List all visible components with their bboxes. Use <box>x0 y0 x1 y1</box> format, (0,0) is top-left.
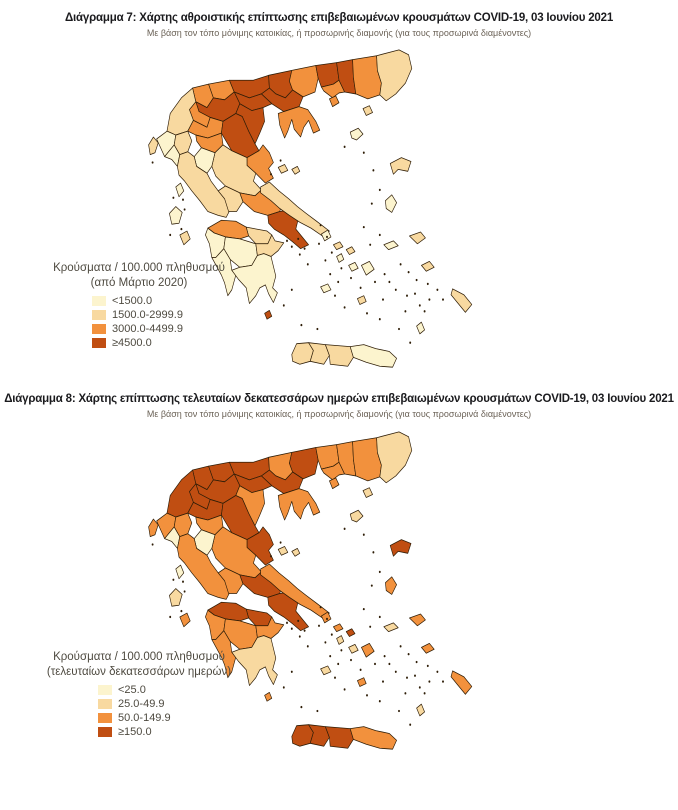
islet-dot <box>152 543 154 545</box>
islet-dot <box>379 700 381 702</box>
islet-dot <box>169 234 171 236</box>
region-lefkada <box>176 183 184 197</box>
legend-item <box>34 294 244 308</box>
islet-dot <box>442 680 444 682</box>
islet-dot <box>427 283 429 285</box>
islet-dot <box>400 645 402 647</box>
islet-dot <box>297 238 299 240</box>
islet-dot <box>427 665 429 667</box>
region-naxos <box>361 261 374 275</box>
islet-dot <box>320 224 322 226</box>
islet-dot <box>337 663 339 665</box>
legend-swatch-class2 <box>92 310 106 320</box>
islet-dot <box>304 248 306 250</box>
islet-dot <box>363 534 365 536</box>
islet-dot <box>398 328 400 330</box>
region-alonnisos <box>292 166 300 174</box>
islet-dot <box>409 342 411 344</box>
legend-label-class4: ≥150.0 <box>118 726 152 739</box>
islet-dot <box>414 675 416 677</box>
region-lefkada <box>176 565 184 579</box>
region-tinos <box>333 242 343 250</box>
diagram7-subtitle: Με βάση τον τόπο μόνιμης κατοικίας, ή προσωρινής διαμονής (για τους προσωρινά διαμένοντες) <box>146 28 532 38</box>
islet-dot <box>344 688 346 690</box>
legend-title-line2: (τελευταίων δεκατεσσάρων ημερών) <box>46 665 232 678</box>
region-rhodes <box>451 671 472 695</box>
islet-dot <box>169 616 171 618</box>
region-zakynthos <box>180 613 190 627</box>
islet-dot <box>291 671 293 673</box>
legend-item <box>28 711 250 725</box>
islet-dot <box>400 263 402 265</box>
islet-dot <box>371 584 373 586</box>
legend-label-class3: 50.0-149.9 <box>118 712 171 725</box>
region-evros <box>377 432 412 483</box>
islet-dot <box>172 197 174 199</box>
islet-dot <box>436 289 438 291</box>
islet-dot <box>318 243 320 245</box>
islet-dot <box>326 236 328 238</box>
islet-dot <box>408 653 410 655</box>
region-paros <box>349 262 359 271</box>
islet-dot <box>414 293 416 295</box>
region-syros <box>337 254 344 263</box>
legend-label-class3: 3000.0-4499.9 <box>112 323 183 336</box>
region-corinthia <box>246 609 272 626</box>
islet-dot <box>369 244 371 246</box>
region-chios <box>385 577 396 595</box>
region-zakynthos <box>180 231 190 245</box>
region-alonnisos <box>292 548 300 556</box>
region-corinthia <box>246 227 272 244</box>
islet-dot <box>334 677 336 679</box>
region-chalkidiki <box>278 489 320 520</box>
legend-label-class1: <25.0 <box>118 684 146 697</box>
islet-dot <box>428 680 430 682</box>
region-milos <box>321 284 331 293</box>
islet-dot <box>172 579 174 581</box>
legend-items <box>34 294 244 350</box>
legend-cumulative <box>34 261 244 350</box>
region-heraklion <box>325 345 353 367</box>
islet-dot <box>331 251 333 253</box>
islet-dot <box>291 246 293 248</box>
legend-14day <box>28 650 250 739</box>
islet-dot <box>299 635 301 637</box>
islet-dot <box>360 669 362 671</box>
islet-dot <box>316 328 318 330</box>
legend-swatch-class4 <box>98 727 112 737</box>
legend-swatch-class2 <box>98 699 112 709</box>
legend-item <box>34 336 244 350</box>
diagram8-title: Διάγραμμα 8: Χάρτης επίπτωσης τελευταίων δεκατεσσάρων ημερών επιβεβαιωμένων κρουσμάτων COVID-19, 03 Ιουνίου 2021 <box>4 393 674 405</box>
islet-dot <box>184 590 186 592</box>
legend-swatch-class1 <box>98 685 112 695</box>
region-kos <box>421 643 434 653</box>
region-mykonos <box>346 629 355 637</box>
region-santorini <box>357 296 366 305</box>
diagram8-subtitle: Με βάση τον τόπο μόνιμης κατοικίας, ή προσωρινής διαμονής (για τους προσωρινά διαμένοντες) <box>146 409 532 419</box>
islet-dot <box>283 304 285 306</box>
islet-dot <box>300 324 302 326</box>
islet-dot <box>374 281 376 283</box>
region-rhodes <box>451 289 472 313</box>
islet-dot <box>372 169 374 171</box>
islet-dot <box>382 298 384 300</box>
islet-dot <box>320 606 322 608</box>
region-karpathos <box>417 322 425 334</box>
islet-dot <box>379 234 381 236</box>
islet-dot <box>350 277 352 279</box>
diagram7-title: Διάγραμμα 7: Χάρτης αθροιστικής επίπτωσης επιβεβαιωμένων κρουσμάτων COVID-19, 03 Ιουνίου 2021 <box>64 12 614 24</box>
legend-items <box>28 683 250 739</box>
islet-dot <box>180 610 182 612</box>
islet-dot <box>374 663 376 665</box>
legend-title <box>28 650 250 679</box>
islet-dot <box>409 724 411 726</box>
islet-dot <box>406 295 408 297</box>
legend-title-line1: Κρούσματα / 100.000 πληθυσμού <box>53 262 225 274</box>
region-ikaria <box>384 623 398 632</box>
region-samothrace <box>363 106 373 116</box>
islet-dot <box>424 692 426 694</box>
islet-dot <box>419 304 421 306</box>
region-samothrace <box>363 488 373 498</box>
islet-dot <box>404 310 406 312</box>
islet-dot <box>318 625 320 627</box>
islet-dot <box>395 671 397 673</box>
islet-dot <box>424 310 426 312</box>
islet-dot <box>286 622 288 624</box>
legend-label-class1: <1500.0 <box>112 295 153 308</box>
islet-dot <box>436 671 438 673</box>
islet-dot <box>307 263 309 265</box>
islet-dot <box>404 692 406 694</box>
islet-dot <box>329 655 331 657</box>
islet-dot <box>371 202 373 204</box>
islet-dot <box>300 706 302 708</box>
islet-dot <box>334 295 336 297</box>
islet-dot <box>363 608 365 610</box>
region-limnos <box>350 128 363 140</box>
islet-dot <box>152 161 154 163</box>
region-syros <box>337 636 344 645</box>
islet-dot <box>307 645 309 647</box>
islet-dot <box>406 677 408 679</box>
region-samos <box>409 232 425 244</box>
islet-dot <box>337 281 339 283</box>
islet-dot <box>388 281 390 283</box>
islet-dot <box>331 633 333 635</box>
islet-dot <box>180 228 182 230</box>
islet-dot <box>182 581 184 583</box>
islet-dot <box>280 541 282 543</box>
region-lasithi <box>350 727 396 750</box>
islet-dot <box>291 628 293 630</box>
islet-dot <box>329 273 331 275</box>
islet-dot <box>324 259 326 261</box>
islet-dot <box>372 551 374 553</box>
islet-dot <box>344 146 346 148</box>
region-tinos <box>333 624 343 632</box>
legend-swatch-class3 <box>98 713 112 723</box>
islet-dot <box>316 710 318 712</box>
region-sporades <box>278 164 288 173</box>
legend-swatch-class3 <box>92 324 106 334</box>
islet-dot <box>382 680 384 682</box>
region-milos <box>321 666 331 675</box>
islet-dot <box>408 271 410 273</box>
islet-dot <box>419 686 421 688</box>
region-thassos <box>329 478 339 489</box>
islet-dot <box>395 289 397 291</box>
region-lesbos <box>390 158 411 175</box>
islet-dot <box>379 189 381 191</box>
region-sporades <box>278 546 288 555</box>
region-paros <box>349 644 359 653</box>
legend-title <box>34 261 244 290</box>
islet-dot <box>280 159 282 161</box>
legend-item <box>28 725 250 739</box>
legend-item <box>34 308 244 322</box>
islet-dot <box>344 528 346 530</box>
islet-dot <box>297 620 299 622</box>
islet-dot <box>388 663 390 665</box>
region-kos <box>421 261 434 271</box>
region-naxos <box>361 643 374 657</box>
region-ikaria <box>384 241 398 250</box>
islet-dot <box>428 298 430 300</box>
islet-dot <box>363 152 365 154</box>
region-santorini <box>357 678 366 687</box>
islet-dot <box>340 649 342 651</box>
region-kythira <box>265 310 272 319</box>
region-mykonos <box>346 247 355 255</box>
islet-dot <box>304 630 306 632</box>
islet-dot <box>379 318 381 320</box>
islet-dot <box>344 306 346 308</box>
region-limnos <box>350 510 363 522</box>
legend-label-class2: 25.0-49.9 <box>118 698 165 711</box>
islet-dot <box>324 641 326 643</box>
islet-dot <box>384 273 386 275</box>
islet-dot <box>416 279 418 281</box>
region-evros <box>377 50 412 101</box>
islet-dot <box>366 694 368 696</box>
islet-dot <box>363 226 365 228</box>
islet-dot <box>350 659 352 661</box>
legend-label-class2: 1500.0-2999.9 <box>112 309 183 322</box>
islet-dot <box>283 686 285 688</box>
islet-dot <box>398 710 400 712</box>
legend-title-line2: (από Μάρτιο 2020) <box>90 276 188 289</box>
region-lasithi <box>350 345 396 368</box>
islet-dot <box>384 655 386 657</box>
islet-dot <box>291 289 293 291</box>
islet-dot <box>416 661 418 663</box>
islet-dot <box>366 312 368 314</box>
region-kefalonia <box>169 589 182 607</box>
region-kefalonia <box>169 207 182 225</box>
legend-item <box>34 322 244 336</box>
legend-label-class4: ≥4500.0 <box>112 337 152 350</box>
islet-dot <box>379 571 381 573</box>
legend-title-line1: Κρούσματα / 100.000 πληθυσμού <box>53 651 225 663</box>
islet-dot <box>270 173 272 175</box>
region-kythira <box>265 692 272 701</box>
islet-dot <box>326 618 328 620</box>
islet-dot <box>379 616 381 618</box>
legend-swatch-class1 <box>92 296 106 306</box>
islet-dot <box>369 626 371 628</box>
region-samos <box>409 614 425 626</box>
islet-dot <box>184 208 186 210</box>
islet-dot <box>340 267 342 269</box>
region-chalkidiki <box>278 107 320 138</box>
region-lesbos <box>390 540 411 557</box>
legend-swatch-class4 <box>92 338 106 348</box>
region-thassos <box>329 96 339 107</box>
legend-item <box>28 697 250 711</box>
islet-dot <box>270 555 272 557</box>
islet-dot <box>360 287 362 289</box>
islet-dot <box>286 240 288 242</box>
islet-dot <box>182 199 184 201</box>
region-heraklion <box>325 727 353 749</box>
region-karpathos <box>417 704 425 716</box>
legend-item <box>28 683 250 697</box>
region-chios <box>385 195 396 213</box>
islet-dot <box>442 298 444 300</box>
islet-dot <box>299 253 301 255</box>
